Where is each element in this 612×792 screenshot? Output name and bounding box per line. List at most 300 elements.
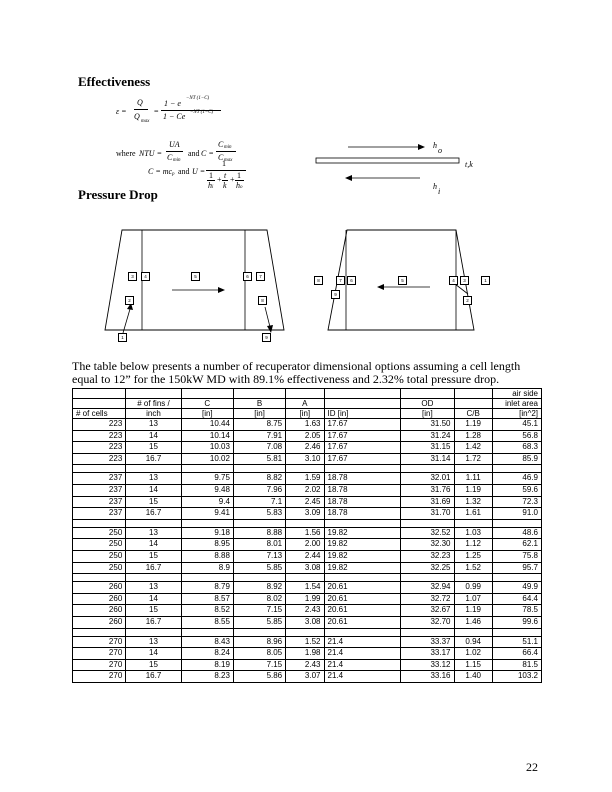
table-cell: [73, 465, 126, 473]
table-cell: 1.19: [454, 484, 492, 496]
table-cell: 237: [73, 508, 126, 520]
u-hi: h: [208, 181, 212, 190]
table-cell: 99.6: [492, 616, 541, 628]
table-cell: 103.2: [492, 671, 541, 683]
table-cell: [233, 519, 285, 527]
table-cell: 45.1: [492, 419, 541, 431]
table-header-cell: [324, 399, 401, 409]
table-cell: 237: [73, 496, 126, 508]
table-cell: 7.1: [233, 496, 285, 508]
table-cell: 13: [126, 527, 181, 539]
table-cell: 31.69: [401, 496, 454, 508]
table-cell: 15: [126, 550, 181, 562]
table-cell: 8.96: [233, 636, 285, 648]
table-spacer-row: [73, 628, 542, 636]
table-cell: 7.13: [233, 550, 285, 562]
station-box: 1: [481, 276, 490, 285]
station-box: 9: [331, 290, 340, 299]
table-cell: 85.9: [492, 453, 541, 465]
station-box: 7: [336, 276, 345, 285]
table-header-cell: [286, 389, 324, 399]
inlet-arrow: [123, 309, 130, 333]
table-cell: [401, 465, 454, 473]
table-row: [73, 527, 542, 539]
table-cell: 8.23: [181, 671, 233, 683]
table-row: [73, 539, 542, 551]
table-cell: 237: [73, 484, 126, 496]
table-spacer-row: [73, 465, 542, 473]
table-cell: 10.02: [181, 453, 233, 465]
u-ho: h: [236, 181, 240, 190]
table-cell: 7.96: [233, 484, 285, 496]
table-cell: [286, 519, 324, 527]
table-cell: [181, 465, 233, 473]
wall-schematic: [300, 135, 480, 195]
table-cell: 1.03: [454, 527, 492, 539]
c-ratio-denominator: C: [218, 153, 224, 162]
table-cell: 31.24: [401, 430, 454, 442]
arrow-head: [267, 325, 273, 333]
table-cell: 13: [126, 419, 181, 431]
station-box: 1: [118, 333, 127, 342]
station-box: 6: [243, 272, 252, 281]
table-cell: [324, 465, 401, 473]
table-cell: [492, 519, 541, 527]
table-spacer-row: [73, 574, 542, 582]
table-header-cell: C: [181, 399, 233, 409]
table-cell: 1.56: [286, 527, 324, 539]
table-header-cell: ID [in]: [324, 409, 401, 419]
table-cell: 19.82: [324, 550, 401, 562]
u-numerator: 1: [222, 159, 226, 168]
table-cell: 2.05: [286, 430, 324, 442]
table-header-cell: [73, 399, 126, 409]
table-cell: 1.52: [454, 562, 492, 574]
table-cell: 91.0: [492, 508, 541, 520]
table-cell: 260: [73, 593, 126, 605]
table-cell: 1.28: [454, 430, 492, 442]
table-cell: [286, 465, 324, 473]
table-row: [73, 582, 542, 594]
table-cell: [492, 628, 541, 636]
u-hi-sub: i: [212, 185, 214, 190]
table-header-cell: [in]: [286, 409, 324, 419]
table-cell: 32.67: [401, 605, 454, 617]
table-cell: 32.23: [401, 550, 454, 562]
station-box: 5: [191, 272, 200, 281]
table-cell: 20.61: [324, 616, 401, 628]
table-cell: 9.4: [181, 496, 233, 508]
table-cell: 32.94: [401, 582, 454, 594]
table-header-cell: [126, 389, 181, 399]
hi-label: h: [433, 182, 437, 191]
wall-plate: [316, 158, 459, 163]
table-cell: [181, 519, 233, 527]
table-cell: 17.67: [324, 419, 401, 431]
table-cell: [73, 519, 126, 527]
table-cell: 223: [73, 453, 126, 465]
table-header-cell: [in^2]: [492, 409, 541, 419]
table-cell: 8.88: [233, 527, 285, 539]
table-cell: [126, 628, 181, 636]
table-cell: 1.63: [286, 419, 324, 431]
station-box: 8: [258, 296, 267, 305]
table-header-cell: C/B: [454, 409, 492, 419]
table-cell: [401, 519, 454, 527]
table-cell: 8.88: [181, 550, 233, 562]
table-cell: 20.61: [324, 605, 401, 617]
station-box: 8: [314, 276, 323, 285]
page-number: 22: [526, 760, 538, 774]
table-header-row: [73, 399, 542, 409]
pressure-drop-diagrams: [100, 225, 500, 350]
table-header-cell: [324, 389, 401, 399]
table-row: [73, 430, 542, 442]
table-cell: 31.76: [401, 484, 454, 496]
ho-label: h: [433, 141, 437, 150]
table-cell: 1.59: [286, 473, 324, 485]
table-cell: 1.25: [454, 550, 492, 562]
table-cell: 31.70: [401, 508, 454, 520]
table-cell: 8.19: [181, 659, 233, 671]
table-cell: 250: [73, 562, 126, 574]
table-header-cell: [454, 389, 492, 399]
table-cell: [401, 574, 454, 582]
table-cell: 9.41: [181, 508, 233, 520]
table-row: [73, 659, 542, 671]
table-cell: 14: [126, 539, 181, 551]
table-cell: 1.99: [286, 593, 324, 605]
table-row: [73, 648, 542, 660]
table-cell: 15: [126, 605, 181, 617]
table-cell: 8.55: [181, 616, 233, 628]
u-plus: +: [217, 175, 222, 184]
u-t: t: [224, 171, 227, 180]
table-cell: 15: [126, 659, 181, 671]
table-cell: 32.01: [401, 473, 454, 485]
table-header-cell: [in]: [401, 409, 454, 419]
table-cell: 33.16: [401, 671, 454, 683]
table-cell: 7.08: [233, 442, 285, 454]
table-cell: 260: [73, 605, 126, 617]
outlet-arrow: [265, 307, 270, 327]
and-word: and: [178, 167, 190, 176]
table-cell: 18.78: [324, 496, 401, 508]
table-cell: 21.4: [324, 659, 401, 671]
numerator: 1 − e: [164, 99, 181, 108]
q-numerator: Q: [137, 98, 143, 107]
table-header-cell: inch: [126, 409, 181, 419]
station-box: 7: [256, 272, 265, 281]
table-cell: 1.42: [454, 442, 492, 454]
table-cell: 1.52: [286, 636, 324, 648]
table-cell: 64.4: [492, 593, 541, 605]
table-row: [73, 636, 542, 648]
table-cell: 10.14: [181, 430, 233, 442]
table-cell: 32.72: [401, 593, 454, 605]
table-header-cell: air side: [492, 389, 541, 399]
table-cell: [324, 574, 401, 582]
table-cell: 78.5: [492, 605, 541, 617]
table-cell: [454, 465, 492, 473]
ua-numerator: UA: [169, 140, 180, 149]
table-cell: 33.12: [401, 659, 454, 671]
table-row: [73, 473, 542, 485]
hi-label-sub: i: [438, 187, 441, 196]
table-cell: 20.61: [324, 593, 401, 605]
table-row: [73, 593, 542, 605]
table-intro-paragraph: The table below presents a number of recuperator dimensional options assuming a cell length equal to 12” for the 150kW MD with 89.1% effectiveness and 2.32% total pressure drop.: [72, 359, 521, 386]
c-ratio-numerator-sub: min: [224, 145, 232, 150]
table-cell: 270: [73, 659, 126, 671]
u-ho-sub: o: [240, 185, 243, 190]
table-cell: 8.79: [181, 582, 233, 594]
table-cell: 5.83: [233, 508, 285, 520]
table-cell: 32.70: [401, 616, 454, 628]
table-cell: 13: [126, 636, 181, 648]
table-row: [73, 419, 542, 431]
table-cell: 14: [126, 648, 181, 660]
table-cell: 8.82: [233, 473, 285, 485]
ntu-lhs: NTU =: [139, 149, 162, 158]
table-cell: 32.30: [401, 539, 454, 551]
numerator-exponent: −NT (1−C): [186, 96, 210, 101]
table-spacer-row: [73, 519, 542, 527]
table-row: [73, 616, 542, 628]
table-row: [73, 496, 542, 508]
table-cell: 8.52: [181, 605, 233, 617]
table-cell: 260: [73, 616, 126, 628]
table-cell: 3.09: [286, 508, 324, 520]
table-cell: 8.75: [233, 419, 285, 431]
u-k: k: [223, 181, 227, 190]
table-cell: 9.48: [181, 484, 233, 496]
table-cell: 5.85: [233, 562, 285, 574]
arrow-head: [218, 287, 225, 293]
table-cell: 19.82: [324, 562, 401, 574]
arrow-head: [345, 175, 352, 181]
table-cell: 1.12: [454, 539, 492, 551]
table-cell: [73, 628, 126, 636]
table-cell: 1.11: [454, 473, 492, 485]
table-cell: 10.44: [181, 419, 233, 431]
table-cell: [286, 628, 324, 636]
table-cell: 0.94: [454, 636, 492, 648]
table-header-cell: OD: [401, 399, 454, 409]
table-cell: 31.14: [401, 453, 454, 465]
table-cell: 9.75: [181, 473, 233, 485]
table-cell: 260: [73, 582, 126, 594]
table-header-cell: [401, 389, 454, 399]
table-cell: [181, 574, 233, 582]
table-cell: 20.61: [324, 582, 401, 594]
table-cell: 2.45: [286, 496, 324, 508]
table-cell: 21.4: [324, 648, 401, 660]
table-cell: 250: [73, 550, 126, 562]
station-box: 9: [262, 333, 271, 342]
table-cell: [401, 628, 454, 636]
c-mc-sub: p: [172, 172, 175, 177]
denominator: 1 − Ce: [163, 112, 186, 121]
table-cell: 17.67: [324, 442, 401, 454]
ho-label-sub: o: [438, 146, 442, 155]
table-cell: 1.40: [454, 671, 492, 683]
equals-sign: =: [154, 107, 159, 116]
q-max: Q: [134, 112, 140, 121]
table-cell: [126, 574, 181, 582]
table-cell: 2.44: [286, 550, 324, 562]
table-cell: 9.18: [181, 527, 233, 539]
table-row: [73, 671, 542, 683]
table-header-cell: [in]: [233, 409, 285, 419]
fraction-bar: [216, 151, 236, 152]
table-cell: 8.95: [181, 539, 233, 551]
station-box: 3: [460, 276, 469, 285]
table-cell: 7.91: [233, 430, 285, 442]
table-cell: 3.08: [286, 562, 324, 574]
table-cell: 21.4: [324, 636, 401, 648]
tk-label: t,k: [465, 160, 473, 169]
table-cell: 3.10: [286, 453, 324, 465]
table-cell: 2.43: [286, 659, 324, 671]
cmin-denominator: C: [167, 153, 173, 162]
fraction-bar: [166, 151, 183, 152]
c-ratio-numerator: C: [218, 140, 224, 149]
table-header-cell: B: [233, 399, 285, 409]
u-lhs: U =: [192, 167, 206, 176]
cmin-sub: min: [173, 158, 181, 163]
table-cell: 19.82: [324, 527, 401, 539]
table-cell: [181, 628, 233, 636]
table-header-cell: [73, 389, 126, 399]
table-cell: 75.8: [492, 550, 541, 562]
table-cell: 223: [73, 442, 126, 454]
table-header-row: [73, 409, 542, 419]
table-cell: 2.00: [286, 539, 324, 551]
station-box: 2: [463, 296, 472, 305]
table-header-row: [73, 389, 542, 399]
table-cell: 10.03: [181, 442, 233, 454]
table-cell: 14: [126, 430, 181, 442]
table-cell: 31.15: [401, 442, 454, 454]
table-cell: [126, 465, 181, 473]
table-cell: 3.08: [286, 616, 324, 628]
table-header-cell: [454, 399, 492, 409]
table-cell: 237: [73, 473, 126, 485]
table-cell: [233, 465, 285, 473]
table-cell: 59.6: [492, 484, 541, 496]
table-cell: 17.67: [324, 453, 401, 465]
table-header-cell: A: [286, 399, 324, 409]
table-header-cell: [181, 389, 233, 399]
table-cell: 16.7: [126, 671, 181, 683]
table-cell: 5.86: [233, 671, 285, 683]
effectiveness-heading: Effectiveness: [78, 74, 151, 89]
table-cell: 1.02: [454, 648, 492, 660]
table-cell: 5.81: [233, 453, 285, 465]
table-cell: [492, 465, 541, 473]
table-cell: 8.01: [233, 539, 285, 551]
table-header-cell: [233, 389, 285, 399]
table-row: [73, 605, 542, 617]
table-cell: 8.92: [233, 582, 285, 594]
where-word: where: [116, 149, 136, 158]
table-cell: 15: [126, 496, 181, 508]
table-cell: 16.7: [126, 616, 181, 628]
table-cell: [324, 628, 401, 636]
table-cell: 1.07: [454, 593, 492, 605]
station-box: 2: [125, 296, 134, 305]
table-cell: 1.98: [286, 648, 324, 660]
table-cell: 7.15: [233, 659, 285, 671]
table-cell: 8.57: [181, 593, 233, 605]
table-cell: 1.19: [454, 605, 492, 617]
table-cell: 250: [73, 527, 126, 539]
table-cell: 14: [126, 593, 181, 605]
table-cell: 19.82: [324, 539, 401, 551]
table-row: [73, 453, 542, 465]
table-cell: 223: [73, 419, 126, 431]
epsilon-lhs: ε =: [116, 107, 127, 116]
table-header-cell: [in]: [181, 409, 233, 419]
table-cell: 18.78: [324, 484, 401, 496]
table-row: [73, 550, 542, 562]
table-row: [73, 484, 542, 496]
table-cell: 21.4: [324, 671, 401, 683]
table-cell: 81.5: [492, 659, 541, 671]
table-cell: 1.72: [454, 453, 492, 465]
u-h2: 1: [237, 171, 241, 180]
table-cell: [233, 628, 285, 636]
table-cell: 1.54: [286, 582, 324, 594]
table-cell: 49.9: [492, 582, 541, 594]
table-cell: 2.43: [286, 605, 324, 617]
table-cell: 95.7: [492, 562, 541, 574]
table-cell: 18.78: [324, 473, 401, 485]
table-header-cell: inlet area: [492, 399, 541, 409]
table-cell: 8.05: [233, 648, 285, 660]
table-cell: 17.67: [324, 430, 401, 442]
table-cell: 8.9: [181, 562, 233, 574]
table-cell: [454, 519, 492, 527]
table-cell: 1.15: [454, 659, 492, 671]
table-cell: [492, 574, 541, 582]
table-cell: 8.24: [181, 648, 233, 660]
table-cell: 15: [126, 442, 181, 454]
table-cell: 5.85: [233, 616, 285, 628]
table-cell: 250: [73, 539, 126, 551]
table-cell: [126, 519, 181, 527]
table-cell: 1.46: [454, 616, 492, 628]
table-header-cell: # of cells: [73, 409, 126, 419]
u-plus: +: [230, 175, 235, 184]
table-cell: 14: [126, 484, 181, 496]
table-row: [73, 562, 542, 574]
table-cell: 270: [73, 671, 126, 683]
table-cell: [454, 628, 492, 636]
table-cell: 16.7: [126, 508, 181, 520]
fraction-bar: [134, 109, 148, 110]
table-cell: 0.99: [454, 582, 492, 594]
table-cell: 62.1: [492, 539, 541, 551]
table-cell: 18.78: [324, 508, 401, 520]
table-cell: 13: [126, 582, 181, 594]
table-cell: 66.4: [492, 648, 541, 660]
c-lhs: C =: [201, 149, 214, 158]
table-row: [73, 442, 542, 454]
table-row: [73, 508, 542, 520]
table-cell: [454, 574, 492, 582]
